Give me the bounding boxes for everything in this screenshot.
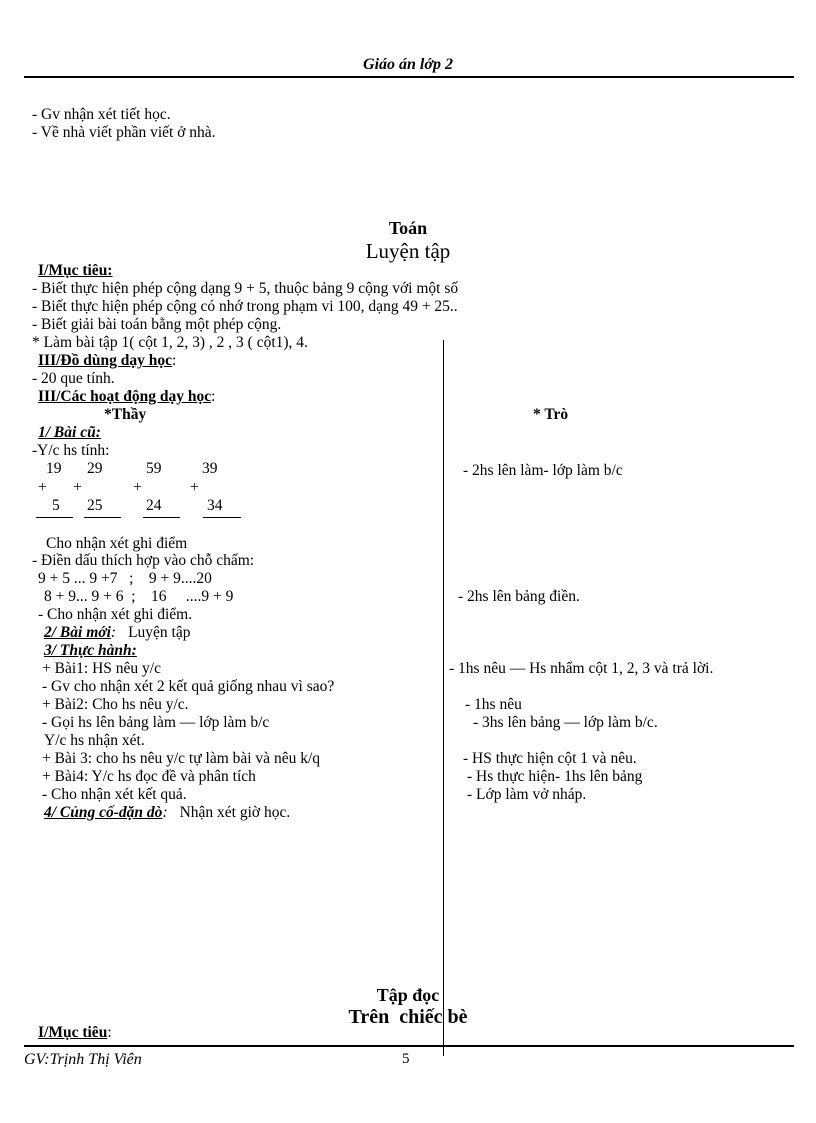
materials-colon: : bbox=[171, 352, 177, 369]
materials-heading-line bbox=[38, 353, 176, 369]
calc-bottom-1: 5 bbox=[52, 497, 60, 514]
next-objectives-line bbox=[38, 1025, 112, 1041]
calc-underline-3 bbox=[143, 517, 180, 518]
compare-row-2: 8 + 9... 9 + 6 ; 16 ....9 + 9 bbox=[44, 588, 234, 605]
practice-line-7: + Bài4: Y/c hs đọc đề và phân tích bbox=[42, 768, 256, 785]
calc-underline-2 bbox=[84, 517, 121, 518]
practice-line-3: + Bài2: Cho hs nêu y/c. bbox=[42, 696, 189, 713]
practice-line-8: - Cho nhận xét kết quả. bbox=[42, 786, 187, 803]
new-lesson-heading: 2/ Bài mới bbox=[44, 624, 111, 641]
summary-line bbox=[44, 805, 290, 821]
objective-3: - Biết giải bài toán bằng một phép cộng. bbox=[32, 316, 282, 333]
objective-2: - Biết thực hiện phép cộng có nhớ trong phạm vi 100, dạng 49 + 25.. bbox=[32, 298, 458, 315]
practice-line-5: Y/c hs nhận xét. bbox=[44, 732, 145, 749]
prev-line-1: - Gv nhận xét tiết học. bbox=[32, 106, 171, 123]
calc-top-4: 39 bbox=[202, 460, 218, 477]
calc-top-2: 29 bbox=[87, 460, 103, 477]
col-student-heading: * Trò bbox=[533, 406, 569, 423]
calc-bottom-2: 25 bbox=[87, 497, 103, 514]
calc-underline-1 bbox=[36, 517, 73, 518]
lesson-subject: Toán bbox=[388, 218, 428, 238]
teacher-review-line: Cho nhận xét ghi điểm bbox=[46, 535, 188, 552]
col-teacher-heading: *Thầy bbox=[104, 406, 147, 423]
teacher-review-line-2: - Cho nhận xét ghi điểm. bbox=[38, 606, 193, 623]
summary-heading: 4/ Củng cố-dặn dò bbox=[44, 804, 163, 821]
fill-sign-instruction: - Điền dấu thích hợp vào chỗ chấm: bbox=[32, 552, 255, 569]
student-line-1: - 2hs lên làm- lớp làm b/c bbox=[463, 462, 623, 479]
page-number: 5 bbox=[402, 1051, 410, 1067]
header-title: Giáo án lớp 2 bbox=[363, 56, 453, 73]
yc-line: -Y/c hs tính: bbox=[32, 442, 110, 459]
next-objectives-colon: : bbox=[107, 1024, 112, 1041]
calc-underline-4 bbox=[203, 517, 241, 518]
practice-line-2: - Gv cho nhận xét 2 kết quả giống nhau vì sao? bbox=[42, 678, 335, 695]
calc-plus-4: + bbox=[190, 479, 199, 496]
calc-plus-1: + bbox=[38, 479, 47, 496]
summary-text: Nhận xét giờ học. bbox=[179, 804, 291, 821]
practice-line-4: - Gọi hs lên bảng làm — lớp làm b/c bbox=[42, 714, 270, 731]
compare-row-1: 9 + 5 ... 9 +7 ; 9 + 9....20 bbox=[38, 570, 212, 587]
calc-plus-3: + bbox=[133, 479, 142, 496]
activities-colon: : bbox=[211, 388, 216, 405]
calc-bottom-3: 24 bbox=[146, 497, 162, 514]
student-line-6: - HS thực hiện cột 1 và nêu. bbox=[463, 750, 637, 767]
column-divider bbox=[443, 340, 444, 1056]
activities-heading-line bbox=[38, 389, 215, 405]
calc-bottom-4: 34 bbox=[207, 497, 223, 514]
student-line-4: - 1hs nêu bbox=[465, 696, 522, 713]
student-line-3: - 1hs nêu — Hs nhẩm cột 1, 2, 3 và trả lời. bbox=[449, 660, 714, 677]
calc-top-3: 59 bbox=[146, 460, 162, 477]
new-lesson-line bbox=[44, 625, 190, 641]
objective-1: - Biết thực hiện phép cộng dạng 9 + 5, thuộc bảng 9 cộng với một số bbox=[32, 280, 459, 297]
lesson-title: Luyện tập bbox=[365, 239, 451, 263]
practice-heading: 3/ Thực hành: bbox=[44, 642, 137, 659]
new-lesson-colon: : bbox=[110, 624, 117, 641]
student-line-5: - 3hs lên bảng — lớp làm b/c. bbox=[473, 714, 658, 731]
objectives-heading: I/Mục tiêu: bbox=[38, 262, 113, 279]
materials-heading: III/Đồ dùng dạy học bbox=[38, 352, 172, 369]
student-line-2: - 2hs lên bảng điền. bbox=[458, 588, 580, 605]
footer-rule bbox=[24, 1045, 794, 1047]
practice-line-6: + Bài 3: cho hs nêu y/c tự làm bài và nêu k/q bbox=[42, 750, 321, 767]
objective-4: * Làm bài tập 1( cột 1, 2, 3) , 2 , 3 ( cột1), 4. bbox=[32, 334, 308, 351]
practice-line-1: + Bài1: HS nêu y/c bbox=[42, 660, 161, 677]
old-lesson-heading: 1/ Bài cũ: bbox=[38, 424, 101, 441]
student-line-7: - Hs thực hiện- 1hs lên bảng bbox=[467, 768, 643, 785]
next-lesson-title: Trên chiếc bè bbox=[348, 1006, 468, 1028]
header-rule bbox=[24, 76, 794, 78]
prev-line-2: - Về nhà viết phần viết ở nhà. bbox=[32, 124, 216, 141]
student-line-8: - Lớp làm vở nháp. bbox=[467, 786, 587, 803]
next-lesson-subject: Tập đọc bbox=[376, 985, 440, 1005]
materials-item: - 20 que tính. bbox=[32, 370, 115, 387]
footer-author: GV:Trịnh Thị Viên bbox=[24, 1051, 142, 1068]
summary-colon: : bbox=[162, 804, 168, 821]
calc-plus-2: + bbox=[73, 479, 82, 496]
next-objectives-heading: I/Mục tiêu bbox=[38, 1024, 108, 1041]
calc-top-1: 19 bbox=[46, 460, 62, 477]
new-lesson-text: Luyện tập bbox=[128, 624, 191, 641]
activities-heading: III/Các hoạt động dạy học bbox=[38, 388, 212, 405]
